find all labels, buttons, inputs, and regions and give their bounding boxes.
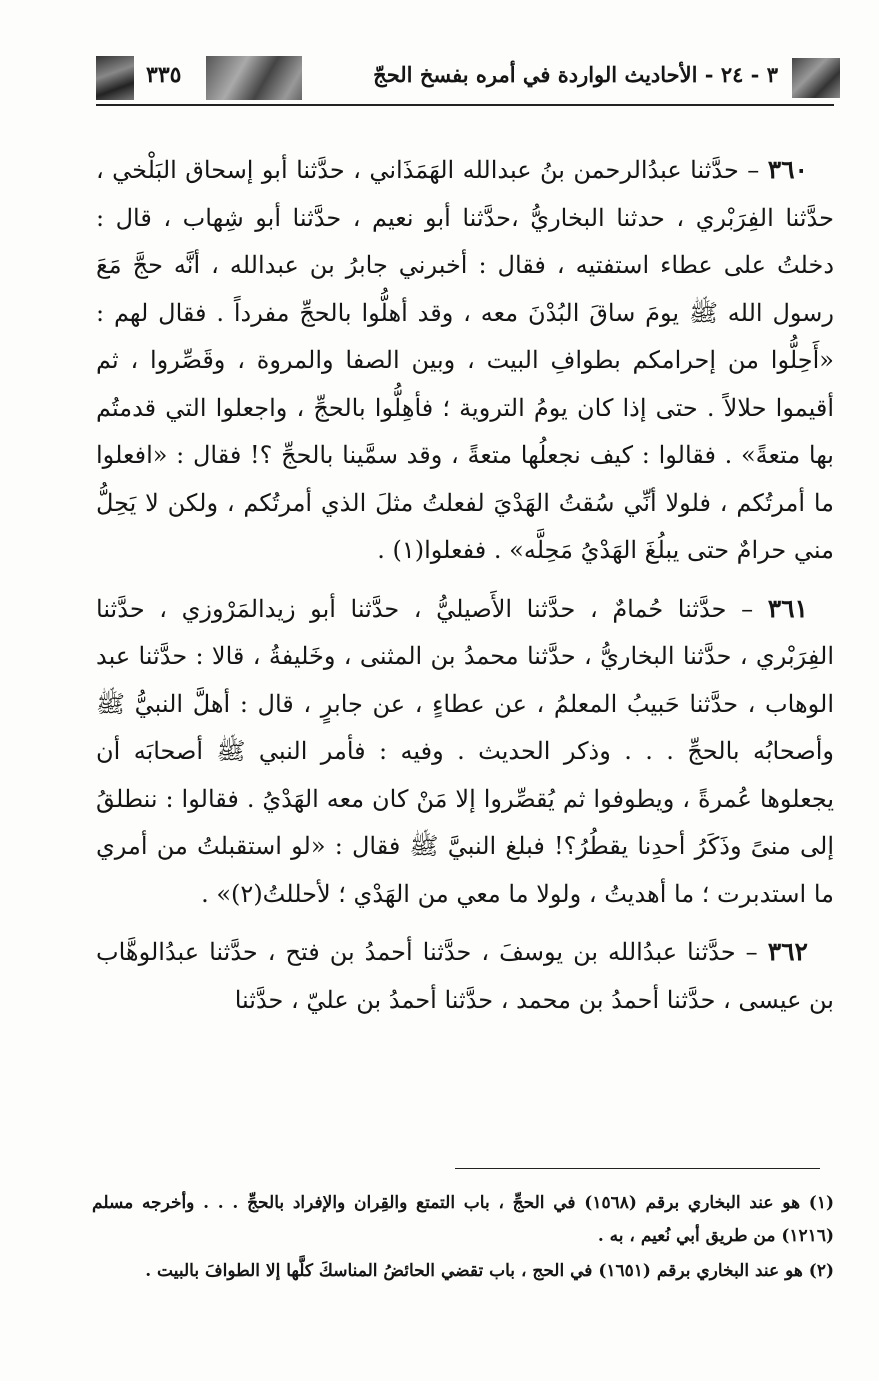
- footnote-2: (٢) هو عند البخاري برقم (١٦٥١) في الحج ، باب تقضي الحائضُ المناسكَ كلَّها إلا الطوافَ بالبيت .: [145, 1261, 834, 1281]
- hadith-number: ٣٦١: [767, 593, 808, 623]
- footnotes: [92, 1187, 834, 1290]
- hadith-360: [96, 146, 834, 575]
- main-text: [96, 146, 834, 1034]
- running-title: ٣ - ٢٤ - الأحاديث الواردة في أمره بفسخ الحجّ: [373, 62, 778, 87]
- header-ornament-middle: [206, 56, 302, 100]
- header-ornament-left: [96, 56, 134, 100]
- footnote-1: (١) هو عند البخاري برقم (١٥٦٨) في الحجِّ ، باب التمتع والقِران والإفراد بالحجِّ . . . وأخرجه مسلم (١٢١٦) من طريق أبي نُعيم ، به .: [92, 1193, 834, 1246]
- hadith-361: [96, 585, 834, 919]
- footnote-separator: [455, 1168, 820, 1169]
- hadith-362: [96, 928, 834, 1024]
- header-ornament-right: [792, 58, 840, 98]
- hadith-text: – حدَّثنا عبدُالرحمن بنُ عبدالله الهَمَذَاني ، حدَّثنا أبو إسحاق البَلْخي ، حدَّثنا الفِرَبْري ، حدثنا البخاريُّ ،حدَّثنا أبو نعيم ، حدَّثنا أبو شِهاب ، قال : دخلتُ على عطاء استفتيه ، فقال : أخبرني جابرُ بن عبدالله ، أنَّه حجَّ مَعَ رسول الله ﷺ يومَ ساقَ البُدْنَ معه ، وقد أهلُّوا بالحجِّ مفرداً . فقال لهم : «أَحِلُّوا من إحرامكم بطوافِ البيت ، وبين الصفا والمروة ، وقَصِّروا ، ثم أقيموا حلالاً . حتى إذا كان يومُ التروية ؛ فأهِلُّوا بالحجِّ ، واجعلوا التي قدمتُم بها متعةً» . فقالوا : كيف نجعلُها متعةً ، وقد سمَّينا بالحجِّ ؟! فقال : «افعلوا ما أمرتُكم ، فلولا أنِّي سُقتُ الهَدْيَ لفعلتُ مثلَ الذي أمرتُكم ، ولكن لا يَحِلُّ مني حرامٌ حتى يبلُغَ الهَدْيُ مَحِلَّه» . ففعلوا(١) .: [96, 156, 835, 564]
- hadith-text: – حدَّثنا حُمامٌ ، حدَّثنا الأَصيليُّ ، حدَّثنا أبو زيدالمَرْوزي ، حدَّثنا الفِرَبْري ، حدَّثنا البخاريُّ ، حدَّثنا محمدُ بن المثنى ، وخَليفةُ ، قالا : حدَّثنا عبد الوهاب ، حدَّثنا حَبيبُ المعلمُ ، عن عطاءٍ ، عن جابرٍ ، قال : أهلَّ النبيُّ ﷺ وأصحابُه بالحجِّ . . . وذكر الحديث . وفيه : فأمر النبي ﷺ أصحابَه أن يجعلوها عُمرةً ، ويطوفوا ثم يُقصِّروا إلا مَنْ كان معه الهَدْيُ . فقالوا : ننطلقُ إلى منىً وذَكَرُ أحدِنا يقطُرُ؟! فبلغ النبيَّ ﷺ فقال : «لو استقبلتُ من أمري ما استدبرت ؛ ما أهديتُ ، ولولا ما معي من الهَدْي ؛ لأحللتُ(٢)» .: [96, 594, 834, 908]
- hadith-number: ٣٦٠: [767, 155, 808, 184]
- hadith-text: – حدَّثنا عبدُالله بن يوسفَ ، حدَّثنا أحمدُ بن فتح ، حدَّثنا عبدُالوهَّاب بن عيسى ، حدَّثنا أحمدُ بن محمد ، حدَّثنا أحمدُ بن عليّ ، حدَّثنا: [96, 938, 834, 1014]
- page-header: [96, 52, 834, 106]
- hadith-number: ٣٦٢: [767, 937, 808, 966]
- page-number: ٣٣٥: [146, 62, 182, 88]
